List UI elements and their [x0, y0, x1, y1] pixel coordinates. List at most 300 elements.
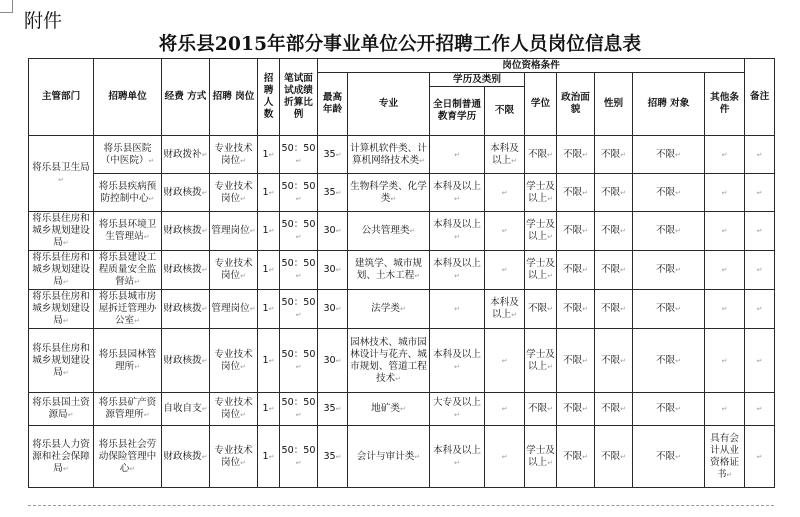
target-cell — [633, 251, 705, 290]
age-text: 35 — [323, 186, 336, 198]
unlimited-cell — [485, 212, 525, 251]
dept-cell — [29, 426, 94, 488]
paragraph-mark: ↵ — [454, 411, 460, 419]
age-text: 35 — [323, 148, 336, 160]
degree-cell — [525, 251, 557, 290]
age-cell — [318, 290, 348, 329]
ratio-cell — [280, 393, 318, 426]
table-row — [29, 290, 775, 329]
paragraph-mark: ↵ — [501, 405, 508, 413]
paragraph-mark: ↵ — [547, 233, 554, 241]
remark-cell — [745, 393, 775, 426]
unlimited-cell — [485, 251, 525, 290]
paragraph-mark: ↵ — [295, 156, 302, 165]
count-cell — [258, 174, 280, 212]
politics-cell — [557, 329, 595, 393]
paragraph-mark: ↵ — [295, 362, 302, 371]
document-title: 将乐县2015年部分事业单位公开招聘工作人员岗位信息表 — [158, 34, 642, 55]
post-cell — [210, 393, 258, 426]
paragraph-mark: ↵ — [148, 156, 155, 165]
paragraph-mark: ↵ — [756, 150, 763, 159]
paragraph-mark: ↵ — [582, 405, 589, 413]
paragraph-mark: ↵ — [295, 458, 302, 467]
count-text: 1 — [262, 186, 269, 198]
other-cell — [705, 136, 745, 174]
remark-cell — [745, 251, 775, 290]
paragraph-mark: ↵ — [501, 266, 508, 274]
unit-text: 将乐县疾病预防控制中心 — [98, 180, 157, 204]
politics-text: 不限 — [562, 148, 583, 160]
dept-cell — [29, 212, 94, 251]
unit-text: 将乐县环境卫生管理站 — [98, 219, 157, 242]
paragraph-mark: ↵ — [547, 405, 554, 413]
gender-cell — [595, 329, 633, 393]
paragraph-mark: ↵ — [756, 452, 763, 461]
paragraph-mark: ↵ — [454, 194, 460, 203]
paragraph-mark: ↵ — [756, 405, 763, 413]
dept-text: 将乐县卫生局 — [32, 161, 90, 173]
funding-cell — [162, 393, 210, 426]
gender-cell — [595, 174, 633, 212]
politics-cell — [557, 251, 595, 290]
target-text: 不限 — [655, 450, 676, 462]
paragraph-mark: ↵ — [547, 272, 554, 280]
gender-text: 不限 — [600, 186, 621, 198]
fulltime-cell — [430, 251, 485, 290]
funding-text: 财政核拨 — [163, 225, 202, 236]
major-cell — [348, 174, 430, 212]
paragraph-mark: ↵ — [268, 150, 275, 159]
unlimited-cell — [485, 393, 525, 426]
age-text: 35 — [323, 450, 336, 462]
dept-cell — [29, 393, 94, 426]
paragraph-mark: ↵ — [454, 233, 460, 241]
age-cell — [318, 174, 348, 212]
paragraph-mark: ↵ — [620, 452, 627, 461]
paragraph-mark: ↵ — [582, 356, 589, 365]
fulltime-text: 大专及以上 — [433, 397, 481, 408]
paragraph-mark: ↵ — [240, 362, 247, 371]
politics-cell — [557, 290, 595, 329]
page-corner-mark — [0, 0, 13, 13]
politics-text: 不限 — [562, 225, 583, 236]
count-cell — [258, 136, 280, 174]
paragraph-mark: ↵ — [582, 266, 589, 274]
unlimited-cell — [485, 136, 525, 174]
major-text: 计算机软件类、计算机网络技术类 — [350, 142, 427, 166]
ratio-text: 50：50 — [281, 297, 316, 308]
table-row — [29, 251, 775, 290]
paragraph-mark: ↵ — [582, 227, 589, 235]
count-text: 1 — [262, 148, 269, 160]
target-text: 不限 — [655, 186, 676, 198]
count-cell — [258, 290, 280, 329]
unlimited-text: 本科及以上 — [490, 142, 519, 166]
other-cell — [705, 251, 745, 290]
age-cell — [318, 393, 348, 426]
dept-text: 将乐县住房和城乡规划建设局 — [32, 213, 90, 248]
major-text: 生物科学类、化学类 — [350, 180, 427, 204]
funding-text: 财政核拨 — [163, 354, 202, 366]
paragraph-mark: ↵ — [335, 356, 342, 365]
gender-text: 不限 — [600, 354, 621, 366]
dept-cell — [29, 251, 94, 290]
page-bottom-rule — [28, 505, 774, 506]
major-cell — [348, 290, 430, 329]
paragraph-mark: ↵ — [620, 188, 627, 197]
table-row — [29, 426, 775, 488]
unit-cell — [94, 251, 162, 290]
age-cell — [318, 329, 348, 393]
paragraph-mark: ↵ — [721, 356, 728, 365]
major-text: 法学类 — [371, 303, 400, 314]
target-cell — [633, 290, 705, 329]
paragraph-mark: ↵ — [143, 411, 150, 419]
dept-cell — [29, 329, 94, 393]
other-cell — [705, 329, 745, 393]
ratio-cell — [280, 251, 318, 290]
paragraph-mark: ↵ — [721, 150, 728, 159]
paragraph-mark: ↵ — [201, 305, 208, 313]
paragraph-mark: ↵ — [295, 411, 302, 419]
paragraph-mark: ↵ — [295, 311, 302, 319]
paragraph-mark: ↵ — [547, 305, 554, 313]
positions-table — [28, 58, 775, 488]
funding-cell — [162, 290, 210, 329]
ratio-cell — [280, 290, 318, 329]
fulltime-cell — [430, 136, 485, 174]
dept-text: 将乐县住房和城乡规划建设局 — [32, 291, 90, 326]
ratio-cell — [280, 212, 318, 251]
politics-text: 不限 — [562, 186, 583, 198]
unit-text: 将乐县城市房屋拆迁管理办公室 — [98, 291, 157, 326]
paragraph-mark: ↵ — [295, 194, 302, 203]
degree-cell — [525, 393, 557, 426]
count-cell — [258, 212, 280, 251]
other-cell — [705, 174, 745, 212]
paragraph-mark: ↵ — [67, 411, 74, 419]
post-text: 管理岗位 — [211, 303, 250, 314]
paragraph-mark: ↵ — [240, 411, 247, 419]
attachment-label: 附件 — [24, 10, 63, 32]
header-target: 招聘 对象 — [633, 73, 705, 136]
politics-cell — [557, 136, 595, 174]
funding-text: 财政核拨 — [163, 303, 202, 314]
table-row — [29, 212, 775, 251]
paragraph-mark: ↵ — [240, 458, 247, 467]
politics-cell — [557, 426, 595, 488]
ratio-text: 50：50 — [281, 444, 316, 456]
count-text: 1 — [262, 403, 269, 414]
header-other: 其他条件 — [705, 73, 745, 136]
header-major: 专业 — [348, 73, 430, 136]
paragraph-mark: ↵ — [201, 266, 208, 274]
post-cell — [210, 136, 258, 174]
paragraph-mark: ↵ — [721, 227, 728, 235]
degree-cell — [525, 290, 557, 329]
fulltime-text: 本科及以上 — [433, 348, 481, 360]
fulltime-text: 本科及以上 — [433, 444, 481, 456]
funding-cell — [162, 174, 210, 212]
paragraph-mark: ↵ — [675, 150, 682, 159]
funding-text: 财政核拨 — [163, 186, 202, 198]
ratio-text: 50：50 — [281, 180, 316, 192]
ratio-text: 50：50 — [281, 142, 316, 154]
header-remarks: 备注 — [745, 59, 775, 136]
post-cell — [210, 174, 258, 212]
paragraph-mark: ↵ — [726, 470, 733, 479]
paragraph-mark: ↵ — [501, 188, 508, 197]
paragraph-mark: ↵ — [201, 227, 208, 235]
fulltime-cell — [430, 212, 485, 251]
unit-cell — [94, 426, 162, 488]
paragraph-mark: ↵ — [501, 356, 508, 365]
paragraph-mark: ↵ — [62, 368, 69, 377]
header-education: 学历及类别 — [430, 73, 525, 87]
unit-cell — [94, 290, 162, 329]
paragraph-mark: ↵ — [675, 227, 682, 235]
politics-cell — [557, 212, 595, 251]
header-degree: 学位 — [525, 73, 557, 136]
paragraph-mark: ↵ — [721, 405, 728, 413]
age-cell — [318, 212, 348, 251]
major-cell — [348, 136, 430, 174]
major-text: 园林技术、城市园林设计与花卉、城市规划、管道工程技术 — [350, 336, 427, 384]
remark-cell — [745, 290, 775, 329]
unlimited-cell — [485, 290, 525, 329]
paragraph-mark: ↵ — [335, 305, 342, 313]
paragraph-mark: ↵ — [390, 194, 397, 203]
paragraph-mark: ↵ — [335, 227, 342, 235]
paragraph-mark: ↵ — [201, 188, 208, 197]
dept-text: 将乐县国土资源局 — [32, 397, 90, 420]
header-fulltime: 全日制普通教育学历 — [430, 87, 485, 136]
paragraph-mark: ↵ — [414, 272, 421, 280]
paragraph-mark: ↵ — [675, 266, 682, 274]
major-text: 公共管理类 — [361, 225, 410, 236]
header-count: 招聘人数 — [258, 59, 280, 136]
ratio-cell — [280, 136, 318, 174]
major-text: 会计与审计类 — [356, 450, 415, 462]
ratio-cell — [280, 426, 318, 488]
paragraph-mark: ↵ — [582, 452, 589, 461]
other-cell — [705, 426, 745, 488]
target-text: 不限 — [655, 303, 676, 314]
ratio-text: 50：50 — [281, 348, 316, 360]
paragraph-mark: ↵ — [756, 356, 763, 365]
unit-cell — [94, 393, 162, 426]
paragraph-mark: ↵ — [756, 188, 763, 197]
paragraph-mark: ↵ — [399, 305, 406, 313]
degree-text: 不限 — [527, 148, 548, 160]
funding-cell — [162, 136, 210, 174]
count-cell — [258, 329, 280, 393]
paragraph-mark: ↵ — [395, 374, 402, 383]
funding-text: 财政拨补 — [163, 148, 202, 160]
dept-text: 将乐县人力资源和社会保障局 — [32, 438, 90, 474]
age-cell — [318, 426, 348, 488]
paragraph-mark: ↵ — [58, 175, 64, 184]
degree-text: 学士及以上 — [526, 219, 555, 242]
post-cell — [210, 329, 258, 393]
paragraph-mark: ↵ — [675, 305, 682, 313]
major-cell — [348, 393, 430, 426]
paragraph-mark: ↵ — [268, 266, 275, 274]
paragraph-mark: ↵ — [268, 188, 275, 197]
paragraph-mark: ↵ — [721, 266, 728, 274]
table-row — [29, 329, 775, 393]
target-text: 不限 — [655, 403, 676, 414]
paragraph-mark: ↵ — [454, 150, 460, 159]
count-text: 1 — [262, 450, 269, 462]
funding-text: 自收自支 — [163, 403, 202, 414]
post-cell — [210, 426, 258, 488]
paragraph-mark: ↵ — [143, 233, 150, 241]
count-cell — [258, 393, 280, 426]
politics-text: 不限 — [562, 403, 583, 414]
paragraph-mark: ↵ — [268, 452, 275, 461]
age-cell — [318, 251, 348, 290]
paragraph-mark: ↵ — [62, 317, 69, 325]
paragraph-mark: ↵ — [501, 227, 508, 235]
degree-text: 不限 — [527, 303, 548, 314]
paragraph-mark: ↵ — [675, 188, 682, 197]
remark-cell — [745, 174, 775, 212]
paragraph-mark: ↵ — [409, 227, 416, 235]
target-text: 不限 — [655, 354, 676, 366]
remark-cell — [745, 212, 775, 251]
politics-text: 不限 — [562, 354, 583, 366]
post-text: 专业技术岗位 — [214, 180, 253, 204]
paragraph-mark: ↵ — [335, 266, 342, 274]
paragraph-mark: ↵ — [454, 362, 460, 371]
funding-cell — [162, 329, 210, 393]
header-row — [29, 59, 775, 73]
other-cell — [705, 212, 745, 251]
paragraph-mark: ↵ — [675, 452, 682, 461]
paragraph-mark: ↵ — [756, 227, 763, 235]
paragraph-mark: ↵ — [201, 356, 208, 365]
gender-cell — [595, 212, 633, 251]
funding-cell — [162, 212, 210, 251]
post-text: 专业技术岗位 — [214, 142, 253, 166]
age-text: 30 — [323, 354, 336, 366]
count-text: 1 — [262, 303, 269, 314]
degree-text: 不限 — [527, 403, 548, 414]
table-row — [29, 136, 775, 174]
paragraph-mark: ↵ — [148, 194, 155, 203]
paragraph-mark: ↵ — [240, 194, 247, 203]
target-text: 不限 — [655, 148, 676, 160]
ratio-cell — [280, 329, 318, 393]
politics-text: 不限 — [562, 303, 583, 314]
unit-text: 将乐县社会劳动保险管理中心 — [98, 438, 157, 474]
paragraph-mark: ↵ — [721, 188, 728, 197]
funding-cell — [162, 251, 210, 290]
major-cell — [348, 426, 430, 488]
ratio-text: 50：50 — [281, 219, 316, 230]
count-text: 1 — [262, 354, 269, 366]
age-text: 30 — [323, 225, 336, 236]
degree-text: 学士及以上 — [526, 258, 555, 281]
target-cell — [633, 393, 705, 426]
paragraph-mark: ↵ — [454, 305, 460, 313]
paragraph-mark: ↵ — [295, 272, 302, 280]
dept-text: 将乐县住房和城乡规划建设局 — [32, 252, 90, 287]
gender-text: 不限 — [600, 264, 621, 275]
paragraph-mark: ↵ — [620, 266, 627, 274]
paragraph-mark: ↵ — [620, 356, 627, 365]
major-cell — [348, 212, 430, 251]
header-politics: 政治面貌 — [557, 73, 595, 136]
paragraph-mark: ↵ — [399, 405, 406, 413]
major-text: 地矿类 — [371, 403, 400, 414]
gender-text: 不限 — [600, 450, 621, 462]
degree-cell — [525, 426, 557, 488]
remark-cell — [745, 136, 775, 174]
gender-cell — [595, 251, 633, 290]
paragraph-mark: ↵ — [201, 405, 208, 413]
politics-text: 不限 — [562, 264, 583, 275]
other-text: 具有会计从业资格证书 — [710, 432, 739, 480]
target-text: 不限 — [655, 225, 676, 236]
header-post: 招聘 岗位 — [210, 59, 258, 136]
table-row — [29, 174, 775, 212]
age-text: 35 — [323, 403, 336, 414]
degree-cell — [525, 212, 557, 251]
fulltime-cell — [430, 329, 485, 393]
target-cell — [633, 174, 705, 212]
unlimited-cell — [485, 174, 525, 212]
degree-text: 学士及以上 — [526, 348, 555, 372]
age-text: 30 — [323, 303, 336, 314]
gender-text: 不限 — [600, 303, 621, 314]
age-text: 30 — [323, 264, 336, 275]
paragraph-mark: ↵ — [201, 150, 208, 159]
unit-text: 将乐县建设工程质量安全监督站 — [98, 252, 157, 287]
dept-text: 将乐县住房和城乡规划建设局 — [32, 342, 90, 378]
paragraph-mark: ↵ — [240, 272, 247, 280]
paragraph-mark: ↵ — [582, 150, 589, 159]
paragraph-mark: ↵ — [129, 464, 136, 473]
post-text: 管理岗位 — [211, 225, 250, 236]
fulltime-text: 本科及以上 — [433, 180, 481, 192]
remark-cell — [745, 329, 775, 393]
target-cell — [633, 212, 705, 251]
paragraph-mark: ↵ — [268, 227, 275, 235]
paragraph-mark: ↵ — [721, 305, 728, 313]
paragraph-mark: ↵ — [756, 305, 763, 313]
paragraph-mark: ↵ — [295, 233, 302, 241]
paragraph-mark: ↵ — [249, 305, 256, 313]
degree-cell — [525, 174, 557, 212]
fulltime-cell — [430, 290, 485, 329]
target-cell — [633, 426, 705, 488]
header-ratio: 笔试面试成绩折算比例 — [280, 59, 318, 136]
paragraph-mark: ↵ — [620, 150, 627, 159]
ratio-text: 50：50 — [281, 397, 316, 408]
paragraph-mark: ↵ — [454, 458, 460, 467]
fulltime-text: 本科及以上 — [433, 219, 481, 230]
paragraph-mark: ↵ — [335, 188, 342, 197]
paragraph-mark: ↵ — [335, 405, 342, 413]
paragraph-mark: ↵ — [547, 150, 554, 159]
post-text: 专业技术岗位 — [214, 258, 253, 281]
gender-text: 不限 — [600, 225, 621, 236]
gender-cell — [595, 136, 633, 174]
dept-cell — [29, 290, 94, 329]
unit-text: 将乐县园林管理所 — [98, 348, 157, 372]
